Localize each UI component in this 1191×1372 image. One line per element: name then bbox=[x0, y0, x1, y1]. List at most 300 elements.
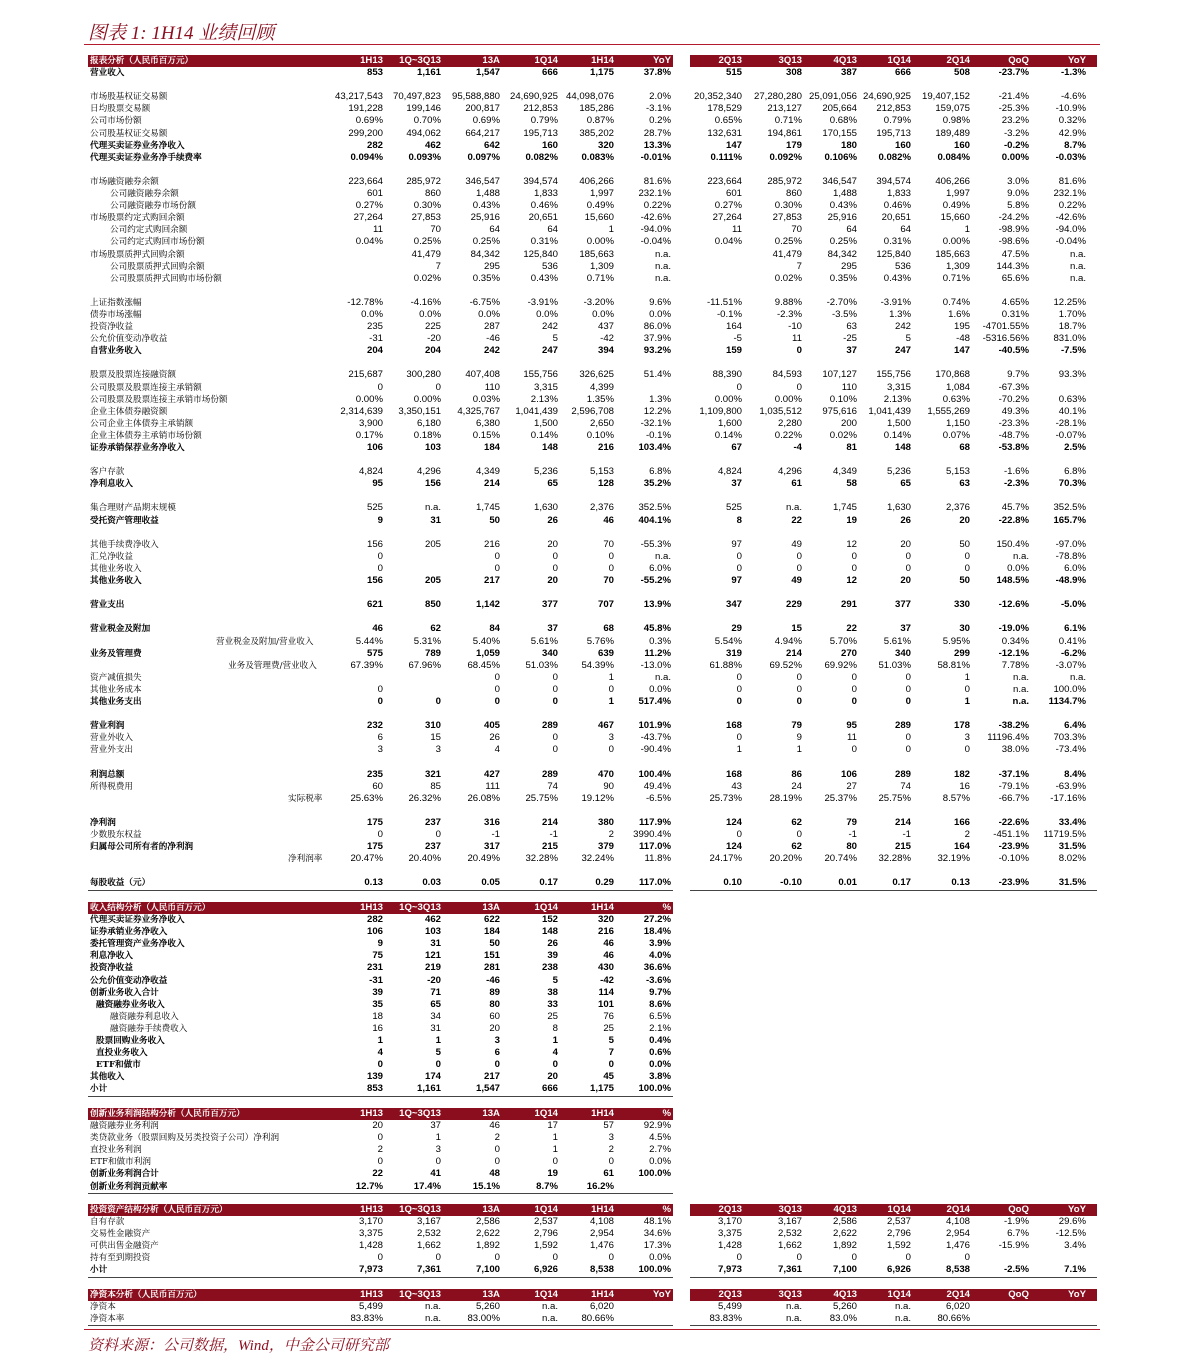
table-cell: 27,264 bbox=[712, 212, 742, 224]
table-cell: 70 bbox=[603, 575, 614, 587]
table-cell: 20 bbox=[959, 514, 970, 526]
table-cell: 83.83% bbox=[350, 1313, 383, 1325]
table-cell: -31 bbox=[369, 333, 383, 345]
table-cell: 0 bbox=[736, 671, 742, 683]
table-cell: 0.74% bbox=[942, 296, 970, 308]
table-cell: 6.8% bbox=[1064, 466, 1086, 478]
table-cell: 3,167 bbox=[416, 1216, 441, 1228]
table-cell: 0 bbox=[796, 695, 802, 707]
table-cell: 3,315 bbox=[533, 381, 558, 393]
table-cell: 80.66% bbox=[937, 1313, 970, 1325]
table-cell: 1,662 bbox=[777, 1240, 802, 1252]
table-cell: 4.0% bbox=[649, 950, 671, 962]
table-cell: 1 bbox=[964, 695, 970, 707]
table-cell: 95,588,880 bbox=[451, 91, 500, 103]
table-cell: 462 bbox=[424, 914, 441, 926]
table-cell: n.a. bbox=[654, 248, 671, 260]
table-cell: 0 bbox=[608, 1059, 614, 1071]
table-cell: 1 bbox=[964, 671, 970, 683]
table-cell: 89 bbox=[489, 986, 500, 998]
table-row bbox=[88, 128, 1097, 140]
table-cell: 34.6% bbox=[643, 1228, 671, 1240]
table-cell: -1 bbox=[549, 829, 558, 840]
table-cell: 20.20% bbox=[769, 853, 802, 865]
row-label: 营业外收入 bbox=[90, 733, 133, 744]
table-cell: 789 bbox=[424, 647, 441, 659]
table-cell: 0 bbox=[796, 683, 802, 695]
table-row bbox=[88, 877, 1097, 889]
table-cell: 86.0% bbox=[643, 321, 671, 333]
table-cell: 0 bbox=[377, 683, 383, 695]
table-cell: n.a. bbox=[1069, 671, 1086, 683]
table-cell: -7.5% bbox=[1060, 345, 1086, 357]
table-cell: 406,266 bbox=[935, 175, 970, 187]
table-cell: 185,663 bbox=[579, 248, 614, 260]
table-header-row bbox=[88, 1289, 1097, 1301]
table-cell: 15,660 bbox=[584, 212, 614, 224]
table-cell: 0 bbox=[377, 829, 383, 840]
row-label: 营业收入 bbox=[90, 68, 125, 79]
spacer-row bbox=[88, 865, 1097, 877]
table-cell: 0.0% bbox=[592, 308, 614, 320]
table-cell: 0.106% bbox=[824, 151, 857, 163]
table-cell: 43,217,543 bbox=[334, 91, 383, 103]
table-cell: 20 bbox=[547, 538, 558, 550]
table-cell: 80 bbox=[489, 998, 500, 1010]
table-cell: 16 bbox=[372, 1022, 383, 1034]
table-cell: 20 bbox=[489, 1022, 500, 1034]
table-cell: 2,314,639 bbox=[340, 405, 383, 417]
table-cell: 45 bbox=[603, 1071, 614, 1083]
table-row bbox=[88, 926, 1097, 938]
table-cell: 0.05 bbox=[481, 877, 500, 889]
table-cell: 229 bbox=[785, 599, 802, 611]
row-label: 公允价值变动净收益 bbox=[90, 975, 168, 986]
table-cell: 86 bbox=[791, 768, 802, 780]
table-cell: 70 bbox=[603, 538, 614, 550]
table-row bbox=[88, 345, 1097, 357]
table-cell: 84,342 bbox=[470, 248, 500, 260]
table-cell: 0.04% bbox=[714, 236, 742, 248]
column-header: 2Q13 bbox=[718, 1204, 742, 1215]
table-cell: 26 bbox=[489, 732, 500, 744]
table-cell: -55.2% bbox=[640, 575, 671, 587]
table-cell: 1,745 bbox=[475, 502, 500, 514]
table-cell: 32.19% bbox=[937, 853, 970, 865]
table-cell: 2,596,708 bbox=[571, 405, 614, 417]
table-cell: -1.6% bbox=[1003, 466, 1029, 478]
table-cell: 0 bbox=[851, 671, 857, 683]
table-row bbox=[88, 418, 1097, 430]
table-cell: 0.082% bbox=[525, 151, 558, 163]
table-cell: -12.1% bbox=[998, 647, 1029, 659]
table-cell: 0.07% bbox=[942, 429, 970, 441]
table-cell: 0 bbox=[377, 381, 383, 393]
table-cell: 2,537 bbox=[886, 1216, 911, 1228]
table-row bbox=[88, 273, 1097, 285]
table-cell: 0.22% bbox=[643, 200, 671, 212]
table-cell: 0.15% bbox=[472, 429, 500, 441]
table-cell: 0 bbox=[494, 1156, 500, 1168]
table-cell: 103 bbox=[424, 442, 441, 453]
title-rule bbox=[84, 44, 1100, 45]
table-cell: 1 bbox=[435, 1132, 441, 1144]
table-cell: 31.5% bbox=[1058, 877, 1086, 889]
column-header: 1Q14 bbox=[887, 1289, 911, 1300]
table-cell: -0.04% bbox=[1055, 236, 1086, 248]
table-cell: 160 bbox=[541, 139, 558, 151]
table-cell: 0 bbox=[435, 829, 441, 840]
table-cell: -25.3% bbox=[998, 103, 1029, 115]
table-cell: 3,315 bbox=[886, 381, 911, 393]
row-label: 公司股基权证交易额 bbox=[90, 128, 168, 139]
table-cell: 853 bbox=[366, 67, 383, 79]
table-cell: 159 bbox=[725, 345, 742, 357]
table-cell: 235 bbox=[366, 321, 383, 333]
table-cell: 0.22% bbox=[774, 429, 802, 441]
table-cell: 2 bbox=[964, 829, 970, 840]
table-cell: 62 bbox=[791, 816, 802, 828]
table-cell: 0.10 bbox=[723, 877, 742, 889]
table-cell: 71 bbox=[430, 986, 441, 998]
table-cell: 310 bbox=[424, 720, 441, 732]
table-cell: 1 bbox=[796, 744, 802, 756]
table-cell: 0.0% bbox=[419, 308, 441, 320]
table-cell: 67 bbox=[731, 442, 742, 453]
table-cell: 32.24% bbox=[581, 853, 614, 865]
table-cell: 831.0% bbox=[1053, 333, 1086, 345]
table-cell: 1 bbox=[964, 224, 970, 236]
table-cell: 321 bbox=[424, 768, 441, 780]
table-cell: 49 bbox=[791, 575, 802, 587]
table-row bbox=[88, 176, 1097, 188]
table-cell: 70,497,823 bbox=[392, 91, 441, 103]
row-label: 业务及管理费 bbox=[90, 648, 142, 659]
table-cell: 12.2% bbox=[643, 405, 671, 417]
table-cell: 0 bbox=[377, 1132, 383, 1144]
table-row bbox=[88, 999, 1097, 1011]
table-row bbox=[88, 938, 1097, 950]
table-cell: 148 bbox=[541, 442, 558, 453]
table-cell: 0.0% bbox=[536, 308, 558, 320]
table-cell: n.a. bbox=[1012, 683, 1029, 695]
table-cell: 0.27% bbox=[355, 200, 383, 212]
table-cell: 0.30% bbox=[413, 200, 441, 212]
table-cell: 666 bbox=[894, 67, 911, 79]
table-row bbox=[88, 551, 1097, 563]
table-cell: 0 bbox=[796, 562, 802, 574]
table-cell: 15.1% bbox=[472, 1180, 500, 1192]
table-cell: 853 bbox=[366, 1083, 383, 1095]
table-cell: 0 bbox=[494, 671, 500, 683]
table-cell: 0 bbox=[964, 1252, 970, 1264]
table-cell: 0 bbox=[736, 550, 742, 562]
table-cell: 6.7% bbox=[1007, 1228, 1029, 1240]
table-cell: -0.03% bbox=[1055, 151, 1086, 163]
table-cell: 6.5% bbox=[649, 1010, 671, 1022]
table-cell: 6.8% bbox=[649, 466, 671, 478]
row-label: 股票回购业务收入 bbox=[96, 1036, 165, 1047]
table-cell: -23.7% bbox=[998, 67, 1029, 79]
table-row bbox=[88, 1144, 1097, 1156]
table-cell: 124 bbox=[725, 816, 742, 828]
table-cell: 289 bbox=[894, 720, 911, 732]
table-cell: 100.0% bbox=[638, 1168, 671, 1180]
table-cell: 0.69% bbox=[355, 115, 383, 127]
spacer-row bbox=[88, 527, 1097, 539]
table-cell: -12.6% bbox=[998, 599, 1029, 611]
table-cell: 0 bbox=[552, 1252, 558, 1264]
table-cell: 0 bbox=[435, 1252, 441, 1264]
table-cell: 0 bbox=[494, 683, 500, 695]
table-cell: 0.63% bbox=[1058, 393, 1086, 405]
table-row bbox=[88, 478, 1097, 490]
table-cell: 0 bbox=[608, 1156, 614, 1168]
table-cell: 0.25% bbox=[413, 236, 441, 248]
table-cell: 8,538 bbox=[945, 1264, 970, 1276]
table-cell: 24 bbox=[791, 780, 802, 792]
table-cell: 8.4% bbox=[1064, 768, 1086, 780]
row-label: 市场股票约定式购回余额 bbox=[90, 213, 185, 224]
table-cell: 4 bbox=[377, 1047, 383, 1059]
table-cell: 62 bbox=[791, 841, 802, 853]
table-cell: -23.9% bbox=[998, 841, 1029, 853]
table-cell: -6.5% bbox=[645, 792, 671, 804]
table-cell: 0.0% bbox=[649, 1252, 671, 1264]
table-cell: 3,350,151 bbox=[398, 405, 441, 417]
table-cell: 5.70% bbox=[829, 635, 857, 647]
table-cell: 155,756 bbox=[523, 369, 558, 381]
source-rule bbox=[84, 1329, 1100, 1330]
row-label: 营业利润 bbox=[90, 721, 125, 732]
table-cell: 159,075 bbox=[935, 103, 970, 115]
table-row bbox=[88, 817, 1097, 829]
table-cell: 19.12% bbox=[581, 792, 614, 804]
table-cell: 0.71% bbox=[942, 272, 970, 284]
table-cell: 81 bbox=[846, 442, 857, 453]
table-cell: 81.6% bbox=[643, 175, 671, 187]
table-cell: 9 bbox=[377, 514, 383, 526]
table-cell: 282 bbox=[366, 139, 383, 151]
table-cell: 1,997 bbox=[945, 188, 970, 200]
table-cell: n.a. bbox=[1069, 260, 1086, 272]
table-cell: -17.16% bbox=[1050, 792, 1086, 804]
table-row bbox=[88, 950, 1097, 962]
row-label: 创新业务收入合计 bbox=[90, 987, 159, 998]
table-cell: 20,651 bbox=[881, 212, 911, 224]
table-cell: 16.2% bbox=[586, 1180, 614, 1192]
table-cell: 49.4% bbox=[643, 780, 671, 792]
table-cell: 35.2% bbox=[643, 478, 671, 490]
table-cell: 270 bbox=[840, 647, 857, 659]
table-cell: 7 bbox=[608, 1047, 614, 1059]
table-cell: 92.9% bbox=[643, 1120, 671, 1132]
table-cell: 289 bbox=[541, 720, 558, 732]
table-cell: 25,091,056 bbox=[808, 91, 857, 103]
table-cell: 170,868 bbox=[935, 369, 970, 381]
table-cell: -3.5% bbox=[831, 308, 857, 320]
table-cell: 101 bbox=[597, 998, 614, 1010]
table-cell: 0.00% bbox=[1001, 151, 1029, 163]
table-bottom-rule-quarterly bbox=[690, 1277, 1097, 1278]
table-cell: 204 bbox=[424, 345, 441, 357]
table-cell: 88,390 bbox=[712, 369, 742, 381]
table-row bbox=[88, 188, 1097, 200]
table-cell: 639 bbox=[597, 647, 614, 659]
row-label: 持有至到期投资 bbox=[90, 1253, 151, 1264]
table-cell: 0 bbox=[905, 732, 911, 744]
table-cell: 1,662 bbox=[416, 1240, 441, 1252]
table-cell: 2,622 bbox=[832, 1228, 857, 1240]
table-row bbox=[88, 720, 1097, 732]
table-cell: 5,153 bbox=[945, 466, 970, 478]
column-header: QoQ bbox=[1008, 1289, 1029, 1300]
table-cell: 3,900 bbox=[358, 417, 383, 429]
table-cell: 0 bbox=[552, 562, 558, 574]
table-cell: 121 bbox=[424, 950, 441, 962]
table-cell: 50 bbox=[489, 514, 500, 526]
table-cell: 1,161 bbox=[416, 67, 441, 79]
table-cell: 295 bbox=[483, 260, 500, 272]
table-cell: -79.1% bbox=[998, 780, 1029, 792]
table-cell: -1.9% bbox=[1003, 1216, 1029, 1228]
table-cell: 64 bbox=[900, 224, 911, 236]
table-cell: 470 bbox=[597, 768, 614, 780]
table-cell: -21.4% bbox=[998, 91, 1029, 103]
table-cell: 95 bbox=[846, 720, 857, 732]
table-cell: 1,041,439 bbox=[515, 405, 558, 417]
table-cell: -0.01% bbox=[640, 151, 671, 163]
column-header: 2Q14 bbox=[946, 55, 970, 66]
table-cell: -3.20% bbox=[583, 296, 614, 308]
table-cell: 1.3% bbox=[889, 308, 911, 320]
table-cell: 7,973 bbox=[358, 1264, 383, 1276]
table-cell: 50 bbox=[959, 538, 970, 550]
table-cell: 4.94% bbox=[774, 635, 802, 647]
spacer-row bbox=[88, 490, 1097, 502]
table-cell: 340 bbox=[541, 647, 558, 659]
table-cell: 0 bbox=[435, 695, 441, 707]
table-cell: 0 bbox=[736, 683, 742, 695]
table-cell: 225 bbox=[424, 321, 441, 333]
table-cell: 0.00% bbox=[413, 393, 441, 405]
table-cell: 223,664 bbox=[707, 175, 742, 187]
table-cell: 5,260 bbox=[832, 1301, 857, 1313]
table-cell: -2.3% bbox=[776, 308, 802, 320]
row-label: 受托资产管理收益 bbox=[90, 515, 159, 526]
table-cell: 8 bbox=[736, 514, 742, 526]
table-cell: 61 bbox=[791, 478, 802, 490]
table-cell: 20.40% bbox=[408, 853, 441, 865]
table-cell: 242 bbox=[894, 321, 911, 333]
table-cell: 49.3% bbox=[1001, 405, 1029, 417]
table-cell: 0.02% bbox=[413, 272, 441, 284]
column-header: 1H13 bbox=[360, 55, 383, 66]
table-cell: 405 bbox=[483, 720, 500, 732]
table-cell: 178 bbox=[953, 720, 970, 732]
table-cell: 6.4% bbox=[1064, 720, 1086, 732]
table-row bbox=[88, 297, 1097, 309]
table-row bbox=[88, 1181, 1097, 1193]
table-cell: 232 bbox=[366, 720, 383, 732]
table-cell: 164 bbox=[953, 841, 970, 853]
table-cell: 110 bbox=[841, 381, 857, 393]
table-row bbox=[88, 103, 1097, 115]
table-cell: 232.1% bbox=[638, 188, 671, 200]
row-label: 公司融资融券余额 bbox=[110, 189, 179, 200]
row-label: 自营业务收入 bbox=[90, 346, 142, 357]
row-label: 营业外支出 bbox=[90, 745, 133, 756]
table-cell: 5.8% bbox=[1007, 200, 1029, 212]
row-label: 代理买卖证券业务净收入 bbox=[90, 140, 185, 151]
column-header: 3Q13 bbox=[778, 55, 802, 66]
table-cell: 0 bbox=[796, 381, 802, 393]
table-cell: 63 bbox=[959, 478, 970, 490]
table-cell: 5,153 bbox=[589, 466, 614, 478]
table-cell: 5.61% bbox=[883, 635, 911, 647]
table-row bbox=[88, 430, 1097, 442]
table-cell: 0 bbox=[905, 744, 911, 756]
row-label: 融资融券业务利润 bbox=[90, 1121, 159, 1132]
table-cell: 25,916 bbox=[470, 212, 500, 224]
table-cell: 1 bbox=[608, 695, 614, 707]
table-row bbox=[88, 321, 1097, 333]
table-cell: 0.35% bbox=[472, 272, 500, 284]
table-cell: 462 bbox=[424, 139, 441, 151]
table-cell: 0 bbox=[905, 683, 911, 695]
row-label: 直投业务收入 bbox=[96, 1048, 148, 1059]
table-cell: 6,180 bbox=[416, 417, 441, 429]
table-cell: 37 bbox=[430, 1120, 441, 1132]
table-row bbox=[88, 575, 1097, 587]
table-cell: 0 bbox=[377, 562, 383, 574]
table-cell: 47.5% bbox=[1001, 248, 1029, 260]
table-cell: 601 bbox=[366, 188, 383, 200]
table-cell: 117.0% bbox=[638, 841, 671, 853]
table-cell: 0.111% bbox=[710, 151, 742, 163]
table-cell: 1 bbox=[736, 744, 742, 756]
table-cell: 0.43% bbox=[883, 272, 911, 284]
table-cell: -53.8% bbox=[998, 442, 1029, 453]
header-title: 净资本分析（人民币百万元） bbox=[90, 1290, 202, 1300]
row-label: 营业税金及附加 bbox=[90, 624, 151, 635]
table-cell: 0.0% bbox=[649, 308, 671, 320]
row-label: 公司股票及股票连接主承销市场份额 bbox=[90, 394, 228, 405]
table-cell: 4,824 bbox=[358, 466, 383, 478]
column-header: 1H13 bbox=[360, 1204, 383, 1215]
row-label: 净资本率 bbox=[90, 1314, 125, 1325]
table-cell: 148 bbox=[541, 926, 558, 938]
table-cell: 19 bbox=[547, 1168, 558, 1180]
table-cell: 84,342 bbox=[827, 248, 857, 260]
table-cell: 291 bbox=[840, 599, 857, 611]
table-cell: 215 bbox=[541, 841, 558, 853]
column-header: 13A bbox=[482, 55, 500, 66]
table-bottom-rule-quarterly bbox=[690, 1325, 1097, 1326]
table-cell: 1,476 bbox=[589, 1240, 614, 1252]
table-cell: 58 bbox=[846, 478, 857, 490]
table-cell: -0.07% bbox=[1055, 429, 1086, 441]
table-cell: 0.6% bbox=[649, 1047, 671, 1059]
table-cell: 74 bbox=[547, 780, 558, 792]
table-cell: 22 bbox=[372, 1168, 383, 1180]
table-cell: 170,155 bbox=[822, 127, 857, 139]
table-cell: -90.4% bbox=[640, 744, 671, 756]
table-cell: 0.084% bbox=[937, 151, 970, 163]
table-cell: 26 bbox=[547, 938, 558, 950]
row-label: 债券市场涨幅 bbox=[90, 309, 142, 320]
table-cell: 0 bbox=[796, 345, 802, 357]
